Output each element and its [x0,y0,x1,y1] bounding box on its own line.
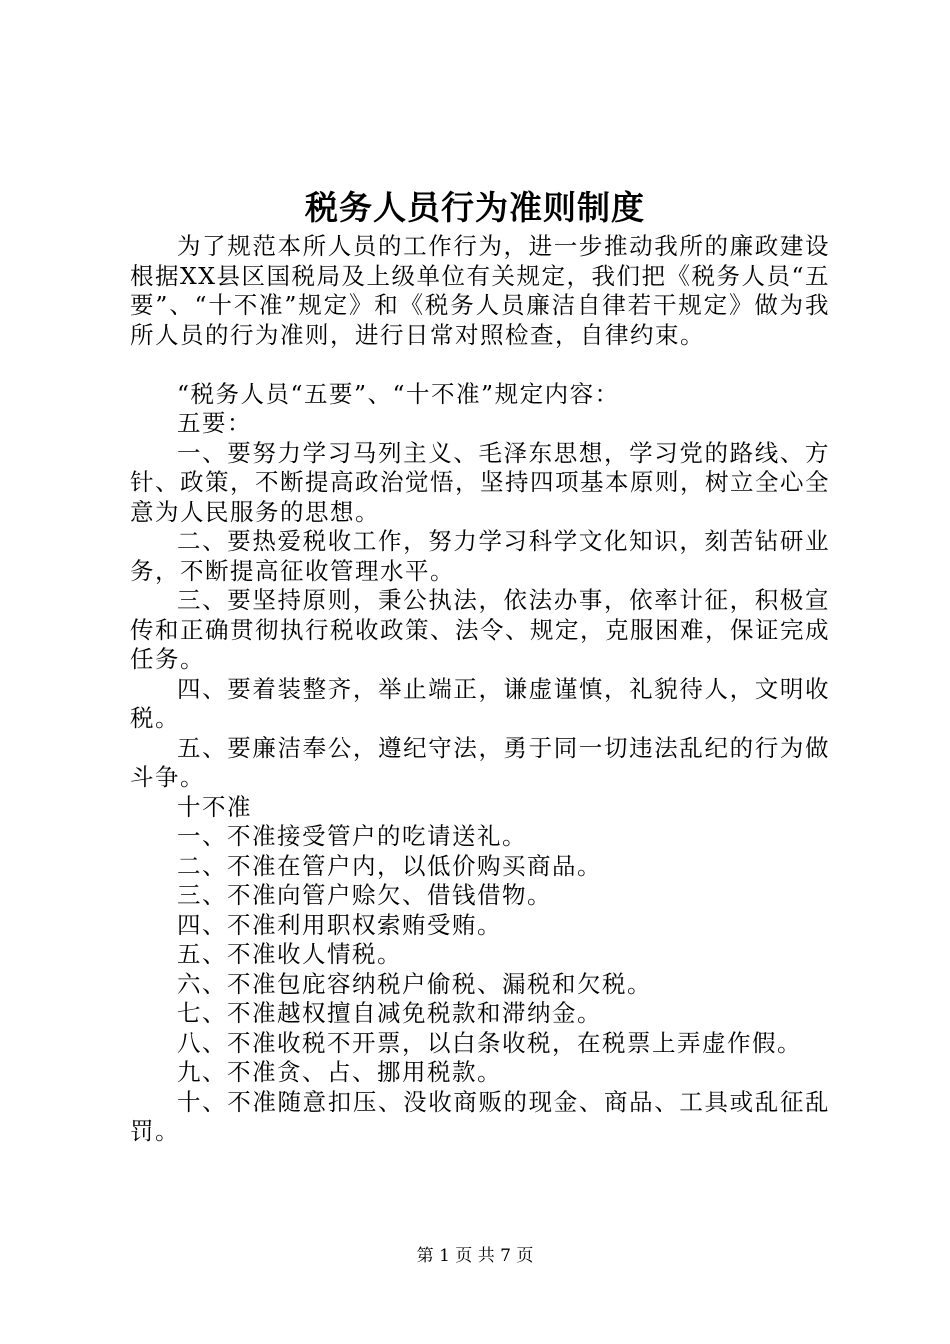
five-musts-item-4: 四、要着装整齐，举止端正，谦虚谨慎，礼貌待人，文明收税。 [130,674,830,732]
intro-paragraph: 为了规范本所人员的工作行为，进一步推动我所的廉政建设根据XX县区国税局及上级单位有关规定，我们把《税务人员“五要”、“十不准”规定》和《税务人员廉洁自律若干规定》做为我所人员的行为准则，进行日常对照检查，自律约束。 [130,232,830,349]
prohibition-item-9: 九、不准贪、占、挪用税款。 [177,1058,502,1086]
prohibition-item-10: 十、不准随意扣压、没收商贩的现金、商品、工具或乱征乱罚。 [130,1087,830,1145]
prohibition-item-1: 一、不准接受管户的吃请送礼。 [177,822,527,850]
document-body [130,232,830,1147]
prohibition-item-6: 六、不准包庇容纳税户偷税、漏税和欠税。 [177,969,652,998]
document-title: 税务人员行为准则制度 [305,188,645,227]
five-musts-item-2: 二、要热爱税收工作，努力学习科学文化知识，刻苦钻研业务，不断提高征收管理水平。 [130,527,830,585]
ten-prohibitions-heading: 十不准 [177,792,252,821]
five-musts-item-3: 三、要坚持原则，秉公执法，依法办事，依率计征，积极宣传和正确贯彻执行税收政策、法令、规定，克服困难，保证完成任务。 [130,586,830,673]
prohibition-item-5: 五、不准收人情税。 [177,940,402,968]
page-footer: 第 1 页 共 7 页 [416,1246,534,1266]
prohibition-item-8: 八、不准收税不开票，以白条收税，在税票上弄虚作假。 [177,1028,802,1057]
prohibition-item-4: 四、不准利用职权索贿受贿。 [177,910,502,939]
section-heading: “税务人员“五要”、“十不准”规定内容： [177,379,620,408]
five-musts-item-1: 一、要努力学习马列主义、毛泽东思想，学习党的路线、方针、政策，不断提高政治觉悟，坚持四项基本原则，树立全心全意为人民服务的思想。 [130,438,830,526]
prohibition-item-7: 七、不准越权擅自减免税款和滞纳金。 [177,999,602,1027]
prohibition-item-3: 三、不准向管户赊欠、借钱借物。 [177,881,552,909]
five-musts-item-5: 五、要廉洁奉公，遵纪守法，勇于同一切违法乱纪的行为做斗争。 [130,733,830,791]
prohibition-item-2: 二、不准在管户内，以低价购买商品。 [177,851,602,880]
five-musts-heading: 五要： [177,409,252,437]
paragraph-gap [130,350,830,380]
